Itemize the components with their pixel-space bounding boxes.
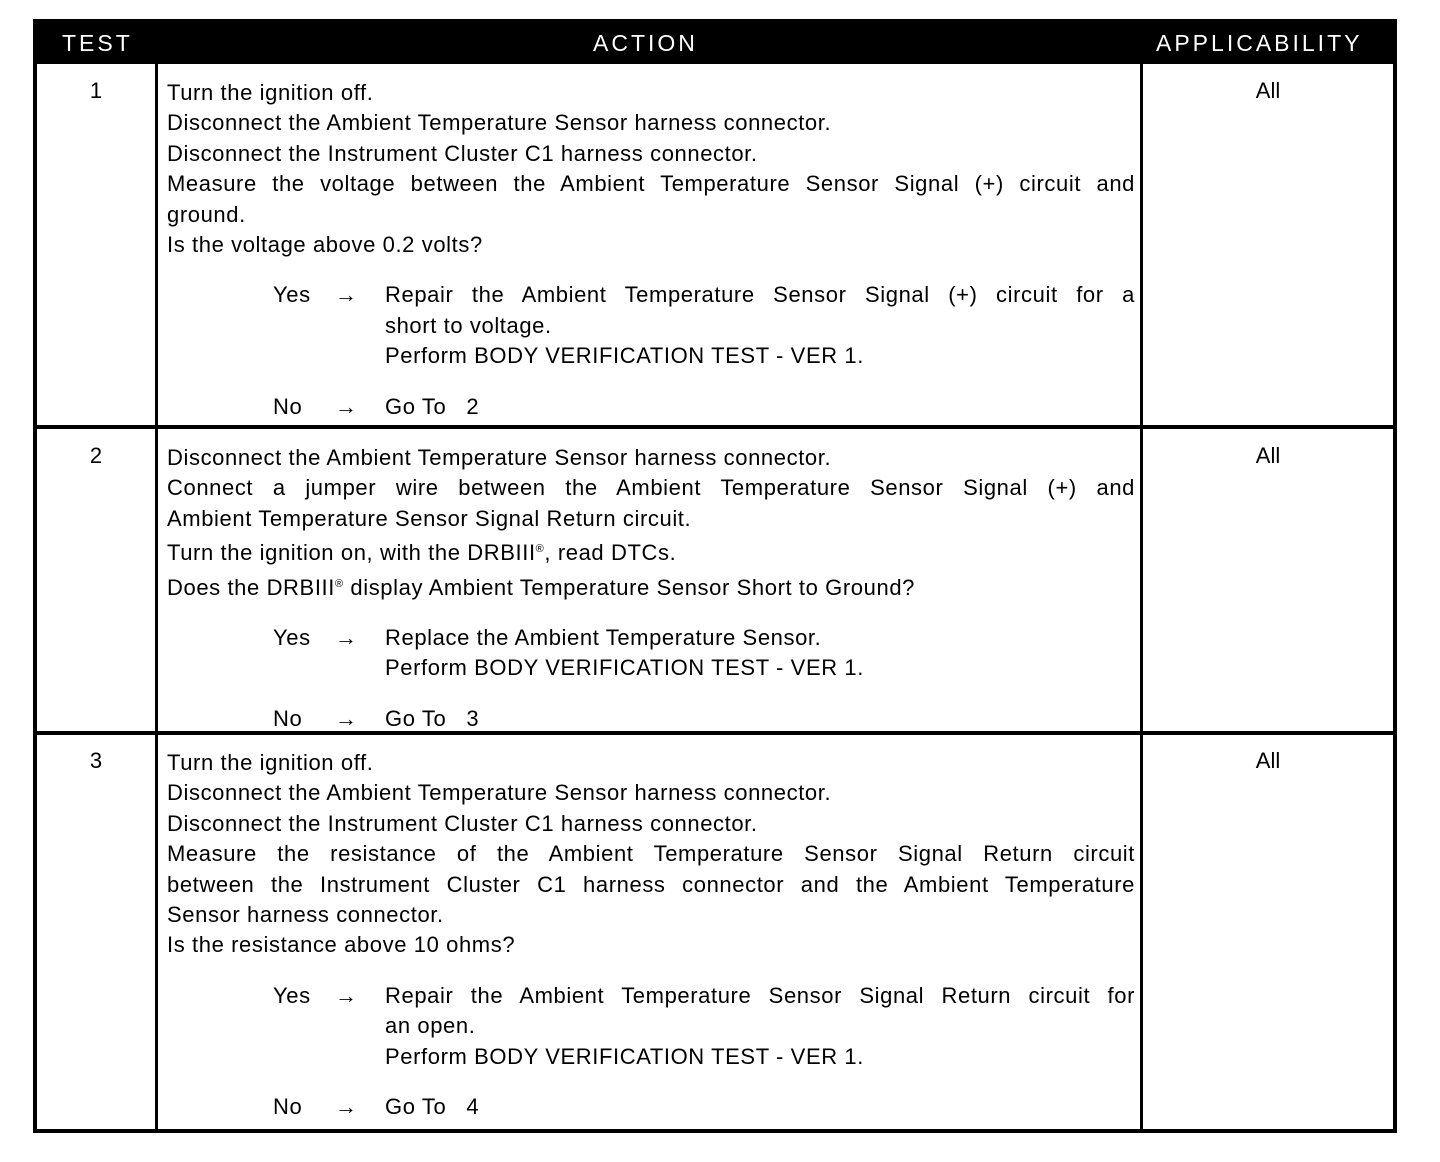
table-row-test-2 <box>37 429 1393 731</box>
step: Disconnect the Ambient Temperature Sensor harness connector. <box>167 445 832 470</box>
arrow-right-icon: → <box>335 625 358 651</box>
test-number: 2 <box>89 443 103 468</box>
no-branch <box>167 1092 1135 1122</box>
step: Disconnect the Instrument Cluster C1 harness connector. <box>167 810 758 836</box>
step: Disconnect the Ambient Temperature Sensor harness connector. <box>167 780 832 806</box>
step: between the Instrument Cluster C1 harness connector and the Ambient Temperature <box>167 871 1135 897</box>
header-action: ACTION <box>593 30 698 56</box>
yes-label: Yes <box>273 282 311 308</box>
yes-branch <box>167 981 1135 1072</box>
action-cell <box>167 748 1135 1122</box>
step: Sensor harness connector. <box>167 902 444 928</box>
no-result: Go To 3 <box>385 705 480 731</box>
yes-result: Replace the Ambient Temperature Sensor. <box>385 625 822 651</box>
table-row-test-3 <box>37 734 1393 1130</box>
yes-result: Repair the Ambient Temperature Sensor Signal Return circuit for <box>385 982 1135 1008</box>
header-applicability: APPLICABILITY <box>1156 30 1363 56</box>
applicability-cell: All <box>1255 443 1281 468</box>
test-number: 3 <box>89 748 103 773</box>
diagnostic-table <box>33 19 1397 1133</box>
no-label: No <box>273 705 303 731</box>
step: Ambient Temperature Sensor Signal Return circuit. <box>167 505 692 531</box>
arrow-right-icon: → <box>335 1094 358 1120</box>
no-label: No <box>273 1094 303 1120</box>
yes-result: an open. <box>385 1013 476 1039</box>
step: Turn the ignition on, with the DRBIII®, read DTCs. <box>167 540 677 566</box>
arrow-right-icon: → <box>335 705 358 731</box>
yes-label: Yes <box>273 625 311 651</box>
registered-mark: ® <box>334 577 344 590</box>
step: Does the DRBIII® display Ambient Temperature Sensor Short to Ground? <box>167 574 915 600</box>
yes-result: Perform BODY VERIFICATION TEST - VER 1. <box>385 1043 864 1069</box>
arrow-right-icon: → <box>335 982 358 1008</box>
step: Is the resistance above 10 ohms? <box>167 932 516 958</box>
registered-mark: ® <box>535 543 545 556</box>
yes-branch <box>167 280 1135 371</box>
step: Turn the ignition off. <box>167 750 374 775</box>
step: Disconnect the Instrument Cluster C1 harness connector. <box>167 140 758 166</box>
yes-result: short to voltage. <box>385 312 552 338</box>
step: Connect a jumper wire between the Ambient Temperature Sensor Signal (+) and <box>167 475 1135 501</box>
table-header <box>37 23 1393 64</box>
applicability-cell: All <box>1255 78 1281 103</box>
no-result: Go To 4 <box>385 1094 480 1120</box>
no-branch <box>167 392 1135 422</box>
step: Turn the ignition off. <box>167 80 374 105</box>
action-cell <box>167 78 1135 422</box>
step: ground. <box>167 201 246 227</box>
step: Is the voltage above 0.2 volts? <box>167 232 483 258</box>
no-result: Go To 2 <box>385 393 480 419</box>
yes-result: Perform BODY VERIFICATION TEST - VER 1. <box>385 655 864 681</box>
action-cell <box>167 443 1135 734</box>
step: Measure the voltage between the Ambient Temperature Sensor Signal (+) circuit and <box>167 171 1135 197</box>
no-label: No <box>273 393 303 419</box>
yes-label: Yes <box>273 982 311 1008</box>
applicability-cell: All <box>1255 748 1281 773</box>
table-row-test-1 <box>37 64 1393 425</box>
arrow-right-icon: → <box>335 393 358 419</box>
step: Measure the resistance of the Ambient Temperature Sensor Signal Return circuit <box>167 841 1135 867</box>
arrow-right-icon: → <box>335 282 358 308</box>
yes-result: Perform BODY VERIFICATION TEST - VER 1. <box>385 343 864 369</box>
no-branch <box>167 704 1135 734</box>
step: Disconnect the Ambient Temperature Sensor harness connector. <box>167 110 832 136</box>
yes-branch <box>167 623 1135 684</box>
yes-result: Repair the Ambient Temperature Sensor Signal (+) circuit for a <box>385 282 1135 308</box>
header-test: TEST <box>62 30 133 56</box>
test-number: 1 <box>89 78 103 103</box>
